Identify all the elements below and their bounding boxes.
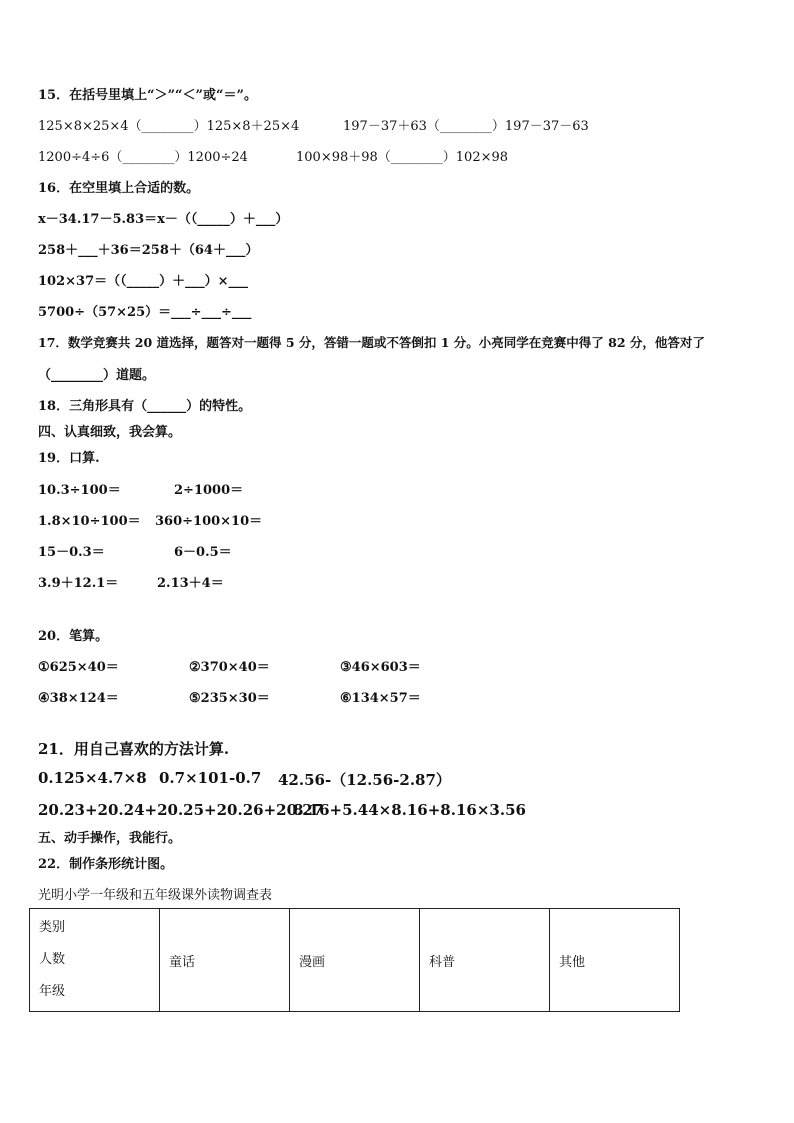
q21-expr: 8.16+5.44×8.16+8.16×3.56 <box>293 801 526 819</box>
q16-line-4: 5700÷（57×25）＝___÷___÷___ <box>38 305 252 320</box>
q16-line-1: x－34.17－5.83＝x－（（_____）＋___） <box>38 212 289 227</box>
table-header-diagonal-cell <box>30 909 160 1012</box>
q19-item: 360÷100×10＝ <box>155 514 263 529</box>
q21-expr: 0.125×4.7×8 <box>38 769 147 787</box>
q22-title: 22．制作条形统计图。 <box>38 857 174 872</box>
q20-problem: ④38×124＝ <box>38 691 119 706</box>
q16-line-2: 258＋___＋36＝258＋（64＋___） <box>38 243 259 258</box>
q19-item: 10.3÷100＝ <box>38 483 121 498</box>
q21-expr: 42.56-（12.56-2.87） <box>278 771 451 789</box>
q19-item: 1.8×10÷100＝ <box>38 514 141 529</box>
header-category-label: 类别 <box>39 920 66 935</box>
header-count-label: 人数 <box>39 952 66 967</box>
q21-expr: 0.7×101-0.7 <box>159 769 262 787</box>
column-header-fairy-tales: 童话 <box>160 909 290 1012</box>
q20-problem: ③46×603＝ <box>340 660 421 675</box>
section-4-title: 四、认真细致，我会算。 <box>38 425 182 440</box>
q19-item: 3.9＋12.1＝ <box>38 576 119 591</box>
q17-text-cont: （________）道题。 <box>38 368 156 383</box>
table-title: 光明小学一年级和五年级课外读物调查表 <box>38 888 273 903</box>
q21-title: 21．用自己喜欢的方法计算. <box>38 740 230 758</box>
q15-compare-4: 100×98＋98（________）102×98 <box>296 150 509 165</box>
q19-item: 2÷1000＝ <box>174 483 244 498</box>
q17-text: 17．数学竞赛共 20 道选择，题答对一题得 5 分，答错一题或不答倒扣 1 分。小亮同学在竞赛中得了 82 分，他答对了 <box>38 335 705 350</box>
q16-line-3: 102×37＝（（_____）＋___）×___ <box>38 274 249 289</box>
q18-text: 18．三角形具有（______）的特性。 <box>38 399 252 414</box>
column-header-other: 其他 <box>550 909 680 1012</box>
q15-compare-1: 125×8×25×4（________）125×8＋25×4 <box>38 119 300 134</box>
header-grade-label: 年级 <box>39 984 66 999</box>
q20-problem: ①625×40＝ <box>38 660 119 675</box>
q19-item: 15－0.3＝ <box>38 545 105 560</box>
q19-item: 2.13＋4＝ <box>157 576 224 591</box>
q15-compare-3: 1200÷4÷6（________）1200÷24 <box>38 150 248 165</box>
q15-compare-2: 197－37＋63（________）197－37－63 <box>343 119 589 134</box>
q21-expr: 20.23+20.24+20.25+20.26+20.27 <box>38 801 324 819</box>
q20-problem: ②370×40＝ <box>189 660 270 675</box>
q15-title: 15．在括号里填上“＞”“＜”或“＝”。 <box>38 88 257 103</box>
column-header-comics: 漫画 <box>290 909 420 1012</box>
q20-problem: ⑥134×57＝ <box>340 691 421 706</box>
q19-item: 6－0.5＝ <box>174 545 232 560</box>
q19-title: 19．口算. <box>38 451 100 466</box>
survey-table <box>29 908 680 1012</box>
q20-problem: ⑤235×30＝ <box>189 691 270 706</box>
column-header-science: 科普 <box>420 909 550 1012</box>
q16-title: 16．在空里填上合适的数。 <box>38 181 200 196</box>
section-5-title: 五、动手操作，我能行。 <box>38 831 182 846</box>
q20-title: 20．笔算。 <box>38 629 109 644</box>
